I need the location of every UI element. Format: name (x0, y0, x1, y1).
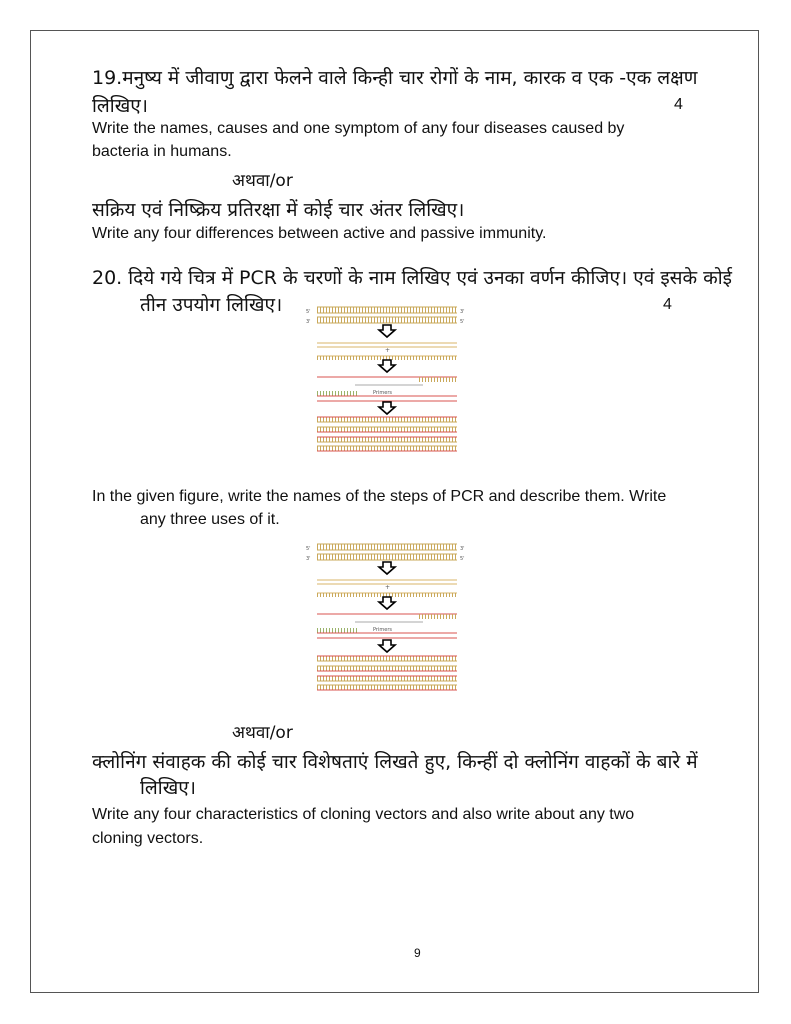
q20-english-line2: any three uses of it. (140, 511, 280, 528)
pcr-figure-2 (305, 540, 471, 694)
q19-alt-hindi: सक्रिय एवं निष्क्रिय प्रतिरक्षा में कोई चार अंतर लिखिए। (92, 199, 465, 221)
q20-or-label: अथवा/or (232, 723, 293, 743)
q19-hindi-line2: लिखिए। (92, 95, 148, 117)
q20-hindi-line1: 20. दिये गये चित्र में PCR के चरणों के नाम लिखिए एवं उनका वर्णन कीजिए। एवं इसके कोई (92, 267, 732, 289)
down-arrow-icon (379, 360, 395, 372)
down-arrow-icon (379, 597, 395, 609)
q19-english-line1: Write the names, causes and one symptom of any four diseases caused by (92, 120, 625, 137)
pcr-figure-1 (305, 303, 471, 455)
q19-marks: 4 (674, 96, 683, 113)
q20-alt-english-line2: cloning vectors. (92, 830, 204, 847)
primers-label: Primers (373, 627, 392, 633)
page-number: 9 (414, 946, 421, 960)
five-prime-label: 5' (460, 319, 465, 325)
three-prime-label: 3' (460, 546, 465, 552)
primers-label: Primers (373, 390, 392, 396)
q19-hindi-line1: 19.मनुष्य में जीवाणु द्वारा फेलने वाले किन्ही चार रोगों के नाम, कारक व एक -एक लक्षण (92, 67, 698, 89)
q19-alt-english: Write any four differences between active and passive immunity. (92, 225, 547, 242)
down-arrow-icon (379, 640, 395, 652)
q20-hindi-line2: तीन उपयोग लिखिए। (140, 294, 283, 316)
q20-alt-english-line1: Write any four characteristics of cloning vectors and also write about any two (92, 806, 635, 823)
q20-alt-hindi-line1: क्लोनिंग संवाहक की कोई चार विशेषताएं लिखते हुए, किन्हीं दो क्लोनिंग वाहकों के बारे में (92, 751, 698, 773)
down-arrow-icon (379, 402, 395, 414)
three-prime-label: 3' (306, 319, 311, 325)
down-arrow-icon (379, 562, 395, 574)
down-arrow-icon (379, 325, 395, 337)
q20-marks: 4 (663, 296, 672, 313)
three-prime-label: 3' (306, 556, 311, 562)
five-prime-label: 5' (460, 556, 465, 562)
plus-sign: + (385, 347, 391, 354)
three-prime-label: 3' (460, 309, 465, 315)
q19-english-line2: bacteria in humans. (92, 143, 232, 160)
q19-or-label: अथवा/or (232, 171, 293, 191)
q20-alt-hindi-line2: लिखिए। (140, 777, 196, 799)
five-prime-label: 5' (306, 546, 311, 552)
plus-sign: + (385, 584, 391, 591)
q20-english-line1: In the given figure, write the names of the steps of PCR and describe them. Write (92, 488, 667, 505)
five-prime-label: 5' (306, 309, 311, 315)
